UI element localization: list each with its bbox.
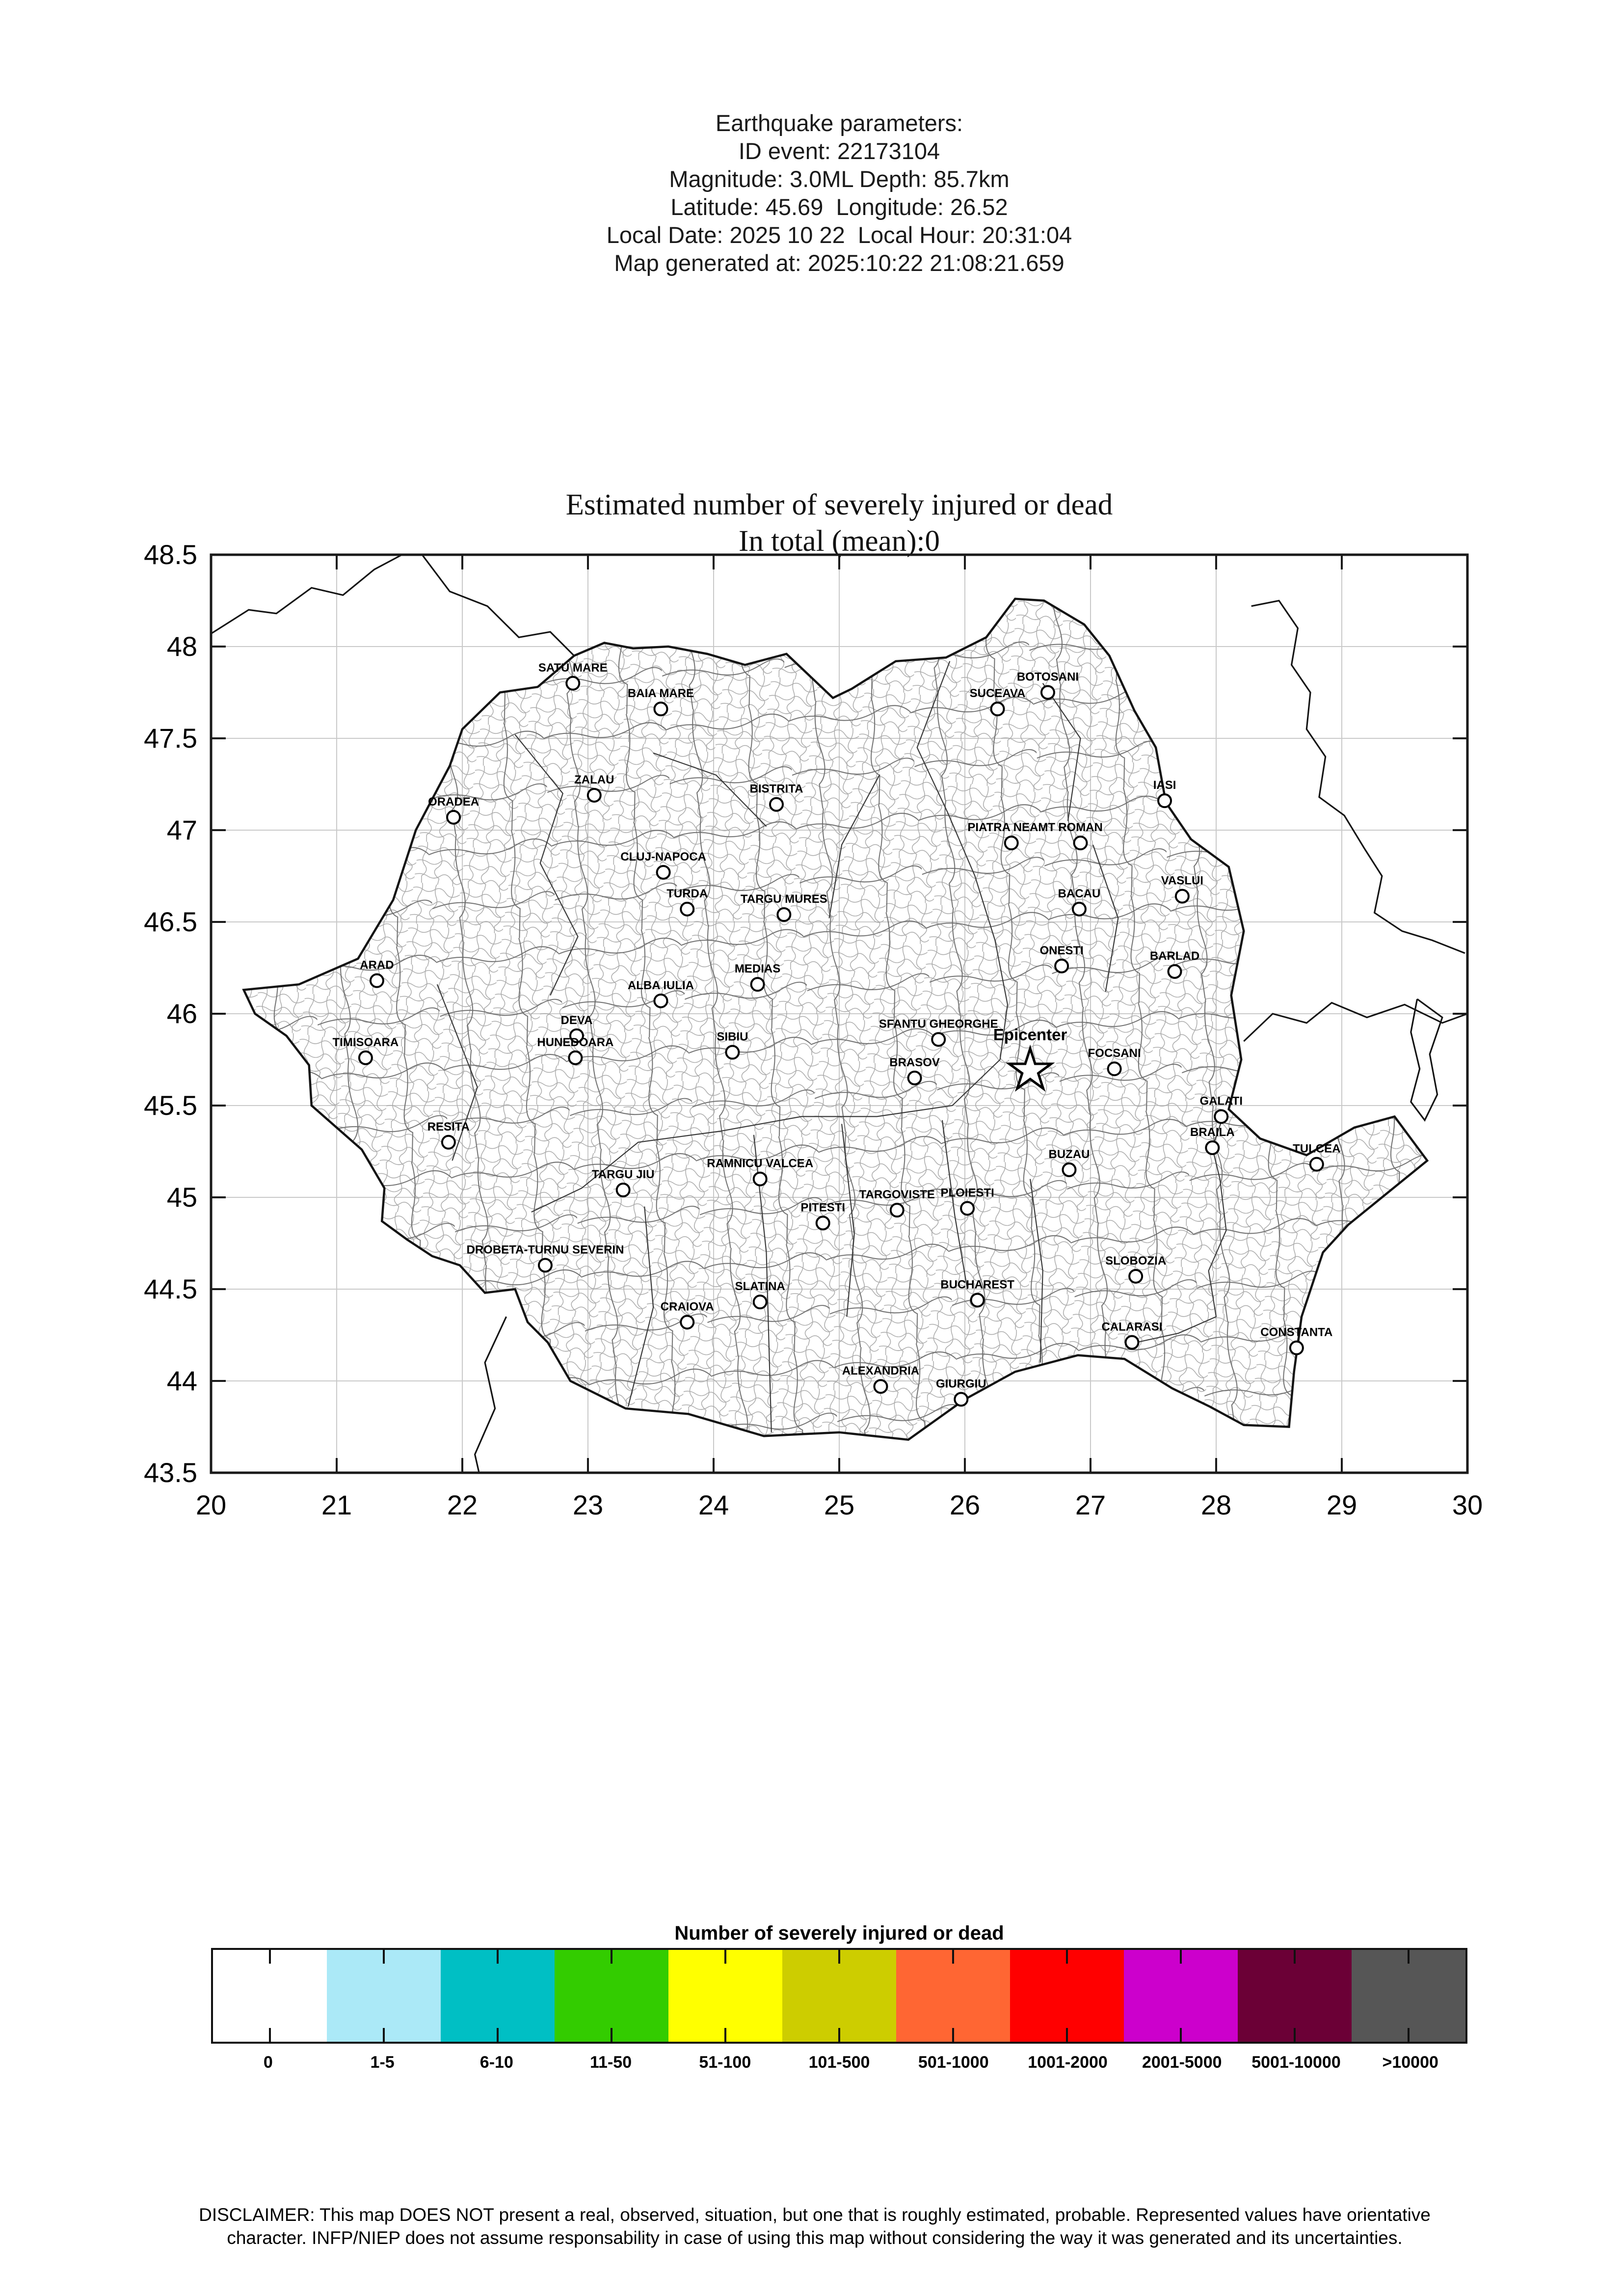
colorbar-tick xyxy=(383,2028,385,2042)
city-marker xyxy=(770,798,783,811)
colorbar-labels xyxy=(211,2053,1467,2072)
colorbar-segment-label: 2001-5000 xyxy=(1142,2053,1222,2072)
colorbar-segment-label: 6-10 xyxy=(479,2053,513,2072)
city-marker xyxy=(442,1136,455,1149)
lon-tick-label: 25 xyxy=(824,1489,855,1520)
city-label: SLOBOZIA xyxy=(1105,1254,1167,1268)
city-marker xyxy=(971,1294,984,1306)
city-marker xyxy=(588,789,601,802)
city-label: ZALAU xyxy=(574,773,614,786)
colorbar-tick xyxy=(1180,2028,1182,2042)
map-title-line1: Estimated number of severely injured or dead xyxy=(565,488,1113,521)
neighbor-country-border xyxy=(211,555,402,634)
city-label: SATU MARE xyxy=(538,661,608,675)
city-marker xyxy=(726,1046,739,1059)
city-marker xyxy=(359,1052,372,1064)
colorbar-segment-label: 11-50 xyxy=(590,2053,632,2072)
map-title-line2: In total (mean):0 xyxy=(739,525,940,558)
city-label: TARGU MURES xyxy=(740,892,827,906)
city-label: BARLAD xyxy=(1149,949,1200,963)
colorbar-tick xyxy=(724,1950,726,1964)
colorbar-segment-label: 51-100 xyxy=(699,2053,751,2072)
city-marker xyxy=(932,1033,945,1046)
city-label: DROBETA-TURNU SEVERIN xyxy=(466,1243,624,1257)
city-marker xyxy=(539,1259,552,1271)
city-label: RESITA xyxy=(427,1120,470,1134)
city-label: IASI xyxy=(1153,779,1176,792)
lon-tick-label: 22 xyxy=(447,1489,478,1520)
city-label: MEDIAS xyxy=(734,962,781,976)
city-label: PIATRA NEAMT xyxy=(967,821,1056,835)
city-label: TIMISOARA xyxy=(332,1035,399,1049)
city-label: SIBIU xyxy=(717,1030,748,1044)
colorbar-segment-label: >10000 xyxy=(1382,2053,1438,2072)
city-marker xyxy=(1206,1141,1219,1154)
colorbar-tick xyxy=(724,2028,726,2042)
colorbar-tick xyxy=(1294,2028,1296,2042)
city-marker xyxy=(1215,1110,1227,1123)
colorbar-segment-label: 1001-2000 xyxy=(1028,2053,1108,2072)
lat-tick-label: 47 xyxy=(166,814,197,845)
colorbar-tick xyxy=(838,2028,840,2042)
colorbar-segment xyxy=(782,1950,896,2042)
city-label: TARGU JIU xyxy=(591,1168,655,1182)
city-label: ORADEA xyxy=(428,795,479,809)
city-marker xyxy=(617,1184,630,1196)
lon-tick-label: 27 xyxy=(1075,1489,1106,1520)
city-label: PITESTI xyxy=(800,1201,846,1215)
neighbor-country-border xyxy=(475,1317,506,1482)
city-marker xyxy=(1125,1336,1138,1349)
city-label: BACAU xyxy=(1058,887,1101,900)
lon-tick-label: 20 xyxy=(195,1489,227,1520)
colorbar-segment xyxy=(1238,1950,1352,2042)
city-marker xyxy=(874,1380,887,1393)
header-line-4: Local Date: 2025 10 22 Local Hour: 20:31:04 xyxy=(606,222,1072,248)
lon-tick-label: 29 xyxy=(1326,1489,1357,1520)
city-label: ALBA IULIA xyxy=(627,978,694,992)
colorbar-tick xyxy=(383,1950,385,1964)
lat-tick-label: 46 xyxy=(166,998,197,1029)
city-label: DEVA xyxy=(560,1013,593,1027)
city-label: BRAILA xyxy=(1190,1126,1235,1139)
lat-tick-label: 46.5 xyxy=(144,906,197,937)
header-line-5: Map generated at: 2025:10:22 21:08:21.659 xyxy=(614,250,1064,276)
city-marker xyxy=(1073,903,1086,916)
city-marker xyxy=(657,866,670,879)
city-marker xyxy=(566,677,579,690)
neighbor-country-border xyxy=(422,555,574,656)
lat-tick-label: 43.5 xyxy=(144,1457,197,1488)
colorbar-tick xyxy=(497,2028,499,2042)
colorbar-tick xyxy=(1294,1950,1296,1964)
city-marker xyxy=(751,978,764,991)
lat-tick-label: 48.5 xyxy=(144,539,197,570)
lat-tick-label: 44.5 xyxy=(144,1273,197,1304)
lon-tick-label: 26 xyxy=(949,1489,981,1520)
city-marker xyxy=(1176,890,1189,903)
lon-tick-label: 28 xyxy=(1200,1489,1232,1520)
city-marker xyxy=(447,811,460,824)
header-line-2: Magnitude: 3.0ML Depth: 85.7km xyxy=(669,166,1010,192)
city-label: BUZAU xyxy=(1048,1147,1090,1161)
lon-tick-label: 24 xyxy=(698,1489,729,1520)
colorbar-tick xyxy=(1180,1950,1182,1964)
city-label: BAIA MARE xyxy=(627,687,694,701)
city-label: PLOIESTI xyxy=(940,1186,994,1200)
colorbar-segment-label: 0 xyxy=(263,2053,273,2072)
city-marker xyxy=(1063,1163,1075,1176)
city-label: TARGOVISTE xyxy=(859,1188,935,1202)
colorbar-tick xyxy=(611,1950,612,1964)
colorbar-segment xyxy=(555,1950,668,2042)
city-label: CRAIOVA xyxy=(660,1300,714,1314)
city-label: FOCSANI xyxy=(1088,1047,1141,1060)
city-marker xyxy=(1290,1342,1303,1354)
colorbar-segment-label: 1-5 xyxy=(370,2053,395,2072)
colorbar-tick xyxy=(611,2028,612,2042)
colorbar-tick xyxy=(1066,1950,1068,1964)
romania-border xyxy=(244,599,1428,1440)
colorbar-segment xyxy=(327,1950,441,2042)
city-label: GALATI xyxy=(1199,1094,1243,1108)
neighbor-country-border xyxy=(1411,999,1442,1120)
city-marker xyxy=(955,1393,967,1405)
city-marker xyxy=(1041,686,1054,699)
colorbar-tick xyxy=(952,2028,954,2042)
lat-tick-label: 48 xyxy=(166,631,197,662)
lat-tick-label: 44 xyxy=(166,1365,197,1396)
city-label: SFANTU GHEORGHE xyxy=(878,1017,998,1031)
city-marker xyxy=(1129,1270,1142,1283)
city-marker xyxy=(991,702,1004,715)
colorbar-segment xyxy=(1352,1950,1465,2042)
city-label: BOTOSANI xyxy=(1016,670,1079,684)
city-marker xyxy=(908,1072,921,1084)
city-marker xyxy=(1005,837,1018,849)
colorbar-tick xyxy=(838,1950,840,1964)
colorbar-segment xyxy=(668,1950,782,2042)
colorbar-segment xyxy=(441,1950,555,2042)
city-marker xyxy=(817,1216,829,1229)
colorbar-tick xyxy=(1066,2028,1068,2042)
colorbar-tick xyxy=(1408,2028,1410,2042)
city-marker xyxy=(681,903,693,916)
colorbar-tick xyxy=(269,2028,271,2042)
city-marker xyxy=(569,1052,582,1064)
city-label: HUNEDOARA xyxy=(537,1035,614,1049)
city-marker xyxy=(1158,794,1171,807)
city-label: CALARASI xyxy=(1101,1320,1163,1334)
city-label: GIURGIU xyxy=(935,1377,986,1391)
map-geometry xyxy=(211,555,1467,1482)
colorbar-tick xyxy=(497,1950,499,1964)
colorbar-segment xyxy=(1010,1950,1124,2042)
city-label: BRASOV xyxy=(889,1055,940,1069)
city-marker xyxy=(754,1173,767,1186)
city-marker xyxy=(1108,1062,1121,1075)
city-label: BUCHAREST xyxy=(940,1278,1014,1292)
city-label: SUCEAVA xyxy=(969,687,1026,701)
neighbor-country-border xyxy=(1244,1003,1467,1042)
lat-tick-label: 45.5 xyxy=(144,1090,197,1121)
colorbar-segment xyxy=(1124,1950,1238,2042)
disclaimer-text: DISCLAIMER: This map DOES NOT present a real, observed, situation, but one that is roughly estimated, probable. Represented values have orientative character. INFP/NIEP does not assume responsability in case of using this map without considering the way it was generated and its uncertainties. xyxy=(199,2205,1431,2248)
city-label: TURDA xyxy=(666,887,708,900)
city-marker xyxy=(1169,965,1181,978)
lat-tick-label: 47.5 xyxy=(144,723,197,754)
city-marker xyxy=(371,974,383,987)
city-label: BISTRITA xyxy=(749,782,803,796)
city-marker xyxy=(1074,837,1087,849)
lon-tick-label: 30 xyxy=(1452,1489,1483,1520)
neighbor-country-border xyxy=(1251,601,1465,953)
colorbar-segment xyxy=(896,1950,1010,2042)
colorbar-segment-label: 5001-10000 xyxy=(1251,2053,1341,2072)
colorbar-tick xyxy=(1408,1950,1410,1964)
colorbar-tick xyxy=(952,1950,954,1964)
city-label: VASLUI xyxy=(1161,874,1203,888)
lat-tick-label: 45 xyxy=(166,1182,197,1213)
city-marker xyxy=(777,908,790,921)
epicenter-label: Epicenter xyxy=(993,1025,1067,1044)
colorbar-segment-label: 501-1000 xyxy=(918,2053,989,2072)
colorbar-tick xyxy=(269,1950,271,1964)
city-marker xyxy=(891,1204,904,1216)
city-label: ARAD xyxy=(360,958,394,972)
colorbar-segment xyxy=(213,1950,327,2042)
city-label: SLATINA xyxy=(735,1280,785,1294)
city-marker xyxy=(654,702,667,715)
colorbar xyxy=(211,1948,1467,2044)
city-label: RAMNICU VALCEA xyxy=(707,1157,814,1170)
city-label: CONSTANTA xyxy=(1260,1325,1333,1339)
city-marker xyxy=(1310,1158,1323,1171)
header-line-3: Latitude: 45.69 Longitude: 26.52 xyxy=(670,194,1008,220)
city-label: ONESTI xyxy=(1039,944,1084,957)
city-label: ALEXANDRIA xyxy=(842,1364,920,1378)
header-line-0: Earthquake parameters: xyxy=(715,110,963,136)
city-label: TULCEA xyxy=(1293,1142,1341,1156)
city-marker xyxy=(961,1202,974,1215)
city-label: CLUJ-NAPOCA xyxy=(620,850,706,864)
city-marker xyxy=(754,1296,767,1308)
city-marker xyxy=(654,995,667,1007)
header-line-1: ID event: 22173104 xyxy=(738,138,940,164)
lon-tick-label: 23 xyxy=(572,1489,604,1520)
colorbar-segment-label: 101-500 xyxy=(808,2053,870,2072)
colorbar-title: Number of severely injured or dead xyxy=(674,1922,1004,1944)
city-marker xyxy=(1055,960,1068,972)
lon-tick-label: 21 xyxy=(321,1489,352,1520)
city-marker xyxy=(681,1316,693,1328)
city-label: ROMAN xyxy=(1058,821,1103,835)
